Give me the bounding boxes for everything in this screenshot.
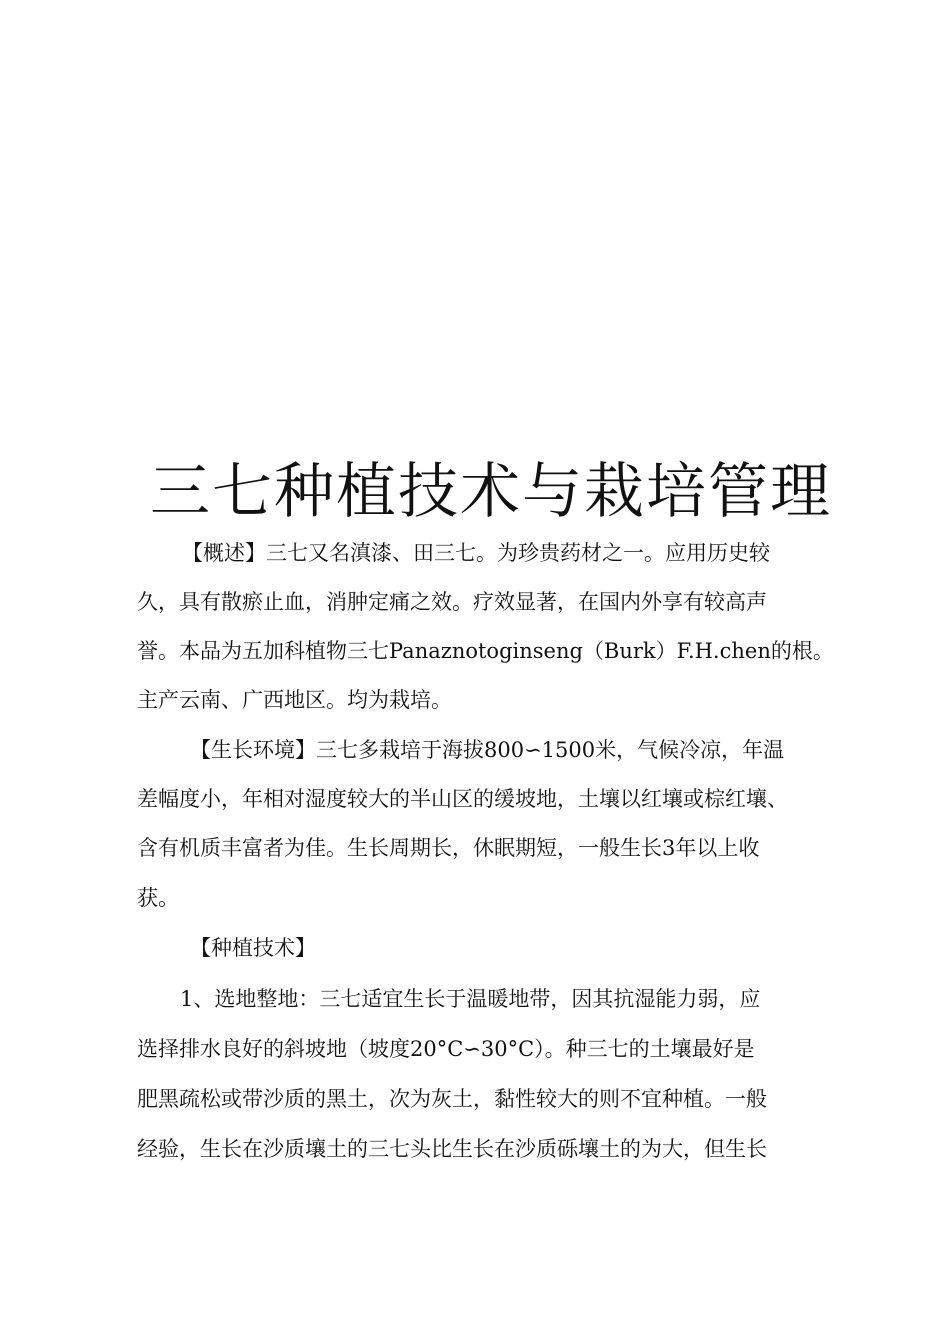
overview-line-3: 誉。本品为五加科植物三七Panaznotoginseng（Burk）F.H.chen的根。 [137, 639, 834, 663]
technique-heading: 【种植技术】 [190, 936, 316, 960]
environment-line-2: 差幅度小，年相对湿度较大的半山区的缓坡地，土壤以红壤或棕红壤、 [137, 787, 788, 811]
overview-line-1: 【概述】三七又名滇漆、田三七。为珍贵药材之一。应用历史较 [182, 541, 770, 565]
environment-line-1: 【生长环境】三七多栽培于海拔800∽1500米，气候冷凉，年温 [190, 738, 785, 762]
environment-line-4: 获。 [137, 886, 179, 910]
site-selection-line-2: 选择排水良好的斜坡地（坡度20°C∽30°C）。种三七的土壤最好是 [137, 1037, 755, 1061]
environment-line-3: 含有机质丰富者为佳。生长周期长，休眠期短，一般生长3年以上收 [137, 836, 760, 860]
site-selection-line-4: 经验，生长在沙质壤土的三七头比生长在沙质砾壤土的为大，但生长 [137, 1137, 767, 1161]
overview-line-2: 久，具有散瘀止血，消肿定痛之效。疗效显著，在国内外享有较高声 [137, 590, 767, 614]
site-selection-line-3: 肥黑疏松或带沙质的黑土，次为灰土，黏性较大的则不宜种植。一般 [137, 1087, 767, 1111]
document-title: 三七种植技术与栽培管理 [150, 457, 832, 527]
overview-line-4: 主产云南、广西地区。均为栽培。 [137, 688, 452, 712]
site-selection-line-1: 1、选地整地：三七适宜生长于温暖地带，因其抗湿能力弱，应 [180, 987, 761, 1011]
